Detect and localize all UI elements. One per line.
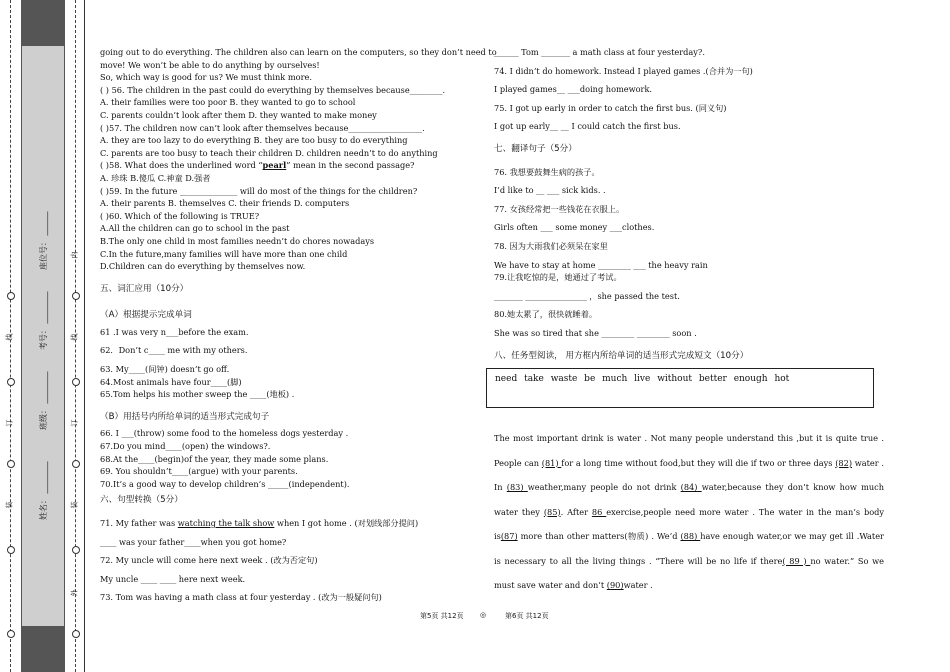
answer-77: Girls often ___ some money ___clothes. bbox=[494, 222, 655, 233]
cut-mark: 装 bbox=[70, 501, 79, 509]
question-70: 70.It’s a good way to develop children’s _____(independent). bbox=[100, 478, 350, 489]
blank-87: (87) bbox=[500, 531, 518, 542]
section-8-heading: 八、任务型阅读， 用方框内所给单词的适当形式完成短文（10分） bbox=[494, 350, 749, 361]
binding-hole bbox=[7, 378, 15, 386]
blank-81: (81) bbox=[541, 457, 562, 468]
binding-hole bbox=[7, 546, 15, 554]
section-5-heading: 五、词汇应用（10分） bbox=[100, 283, 189, 294]
question-67: 67.Do you mind____(open) the windows?. bbox=[100, 441, 271, 452]
option-line: B.The only one child in most families needn’t do chores nowadays bbox=[100, 235, 375, 246]
blank-90: (90) bbox=[606, 580, 624, 591]
blank-89: ( 89 ) bbox=[782, 555, 811, 566]
question-80: 80.她太累了，很快就睡着。 bbox=[494, 309, 598, 320]
question-56: ( ) 56. The children in the past could do everything by themselves because________. bbox=[100, 84, 446, 95]
reading-passage bbox=[494, 426, 884, 598]
passage-text: The most important drink is water . Not many people understand this ,but it is quite true . People can (81) for a long time without food,but they will die if two or three days (82) water . In (83) weather,many people do not drink (84) water,because they don’t know how much water they (85). After 86 exercise,people need more water . The water in the man’s body is(87) more than other matters(物质) . We’d (88) have enough water,or we may get ill .Water is necessary to all the living things . “There will be no life if there( 89 ) no water.” So we must save water and don’t (90)water . bbox=[494, 433, 884, 591]
question-78: 78. 因为大雨我们必须呆在家里 bbox=[494, 240, 608, 251]
answer-74: I played games__ ___doing homework. bbox=[494, 84, 653, 95]
question-58: ( )58. What does the underlined word “pearl” mean in the second passage? bbox=[100, 160, 415, 171]
name-label: 姓名： ________ bbox=[39, 461, 48, 520]
word-box-words: need take waste be much live without better enough hot bbox=[495, 374, 790, 385]
answer-71: ____ was your father____when you got home? bbox=[100, 536, 287, 547]
question-69: 69. You shouldn’t____(argue) with your parents. bbox=[100, 466, 298, 477]
answer-76: I’d like to __ ___ sick kids. . bbox=[494, 185, 606, 196]
class-label: 班级： ________ bbox=[39, 371, 48, 430]
page-number-left: 第5页 共12页 bbox=[420, 612, 464, 620]
answer-78: We have to stay at home ________ ___ the heavy rain bbox=[494, 259, 708, 270]
question-71: 71. My father was watching the talk show when I got home . (对划线部分提问) bbox=[100, 518, 419, 528]
answer-79: _______ _______________ ，she passed the test. bbox=[494, 290, 680, 301]
section-5b-heading: （B）用括号内所给单词的适当形式完成句子 bbox=[100, 411, 270, 422]
option-line: A. their families were too poor B. they wanted to go to school bbox=[100, 97, 356, 108]
binding-margin bbox=[0, 0, 86, 672]
cut-mark: 线 bbox=[5, 333, 14, 341]
option-line: C.In the future,many families will have more than one child bbox=[100, 248, 348, 259]
question-73: 73. Tom was having a math class at four yesterday . (改为一般疑问句) bbox=[100, 592, 382, 603]
footer-mark: ◎ bbox=[480, 611, 487, 619]
question-59: ( )59. In the future ______________ will do most of the things for the children? bbox=[100, 185, 418, 196]
margin-rule bbox=[84, 0, 85, 672]
page-number-right: 第6页 共12页 bbox=[505, 612, 549, 620]
exam-no-label: 考号： ________ bbox=[39, 291, 48, 350]
option-line: D.Children can do everything by themselves now. bbox=[100, 261, 306, 272]
answer-73: ______ Tom _______ a math class at four yesterday?. bbox=[494, 47, 705, 57]
question-77: 77. 女孩经常把一些钱花在衣服上。 bbox=[494, 203, 625, 214]
section-5a-heading: （A）根据提示完成单词 bbox=[100, 310, 192, 321]
section-7-heading: 七、翻译句子（5分） bbox=[494, 143, 577, 154]
answer-80: She was so tired that she ________ ________ soon . bbox=[494, 327, 697, 338]
text-line: going out to do everything. The children also can learn on the computers, so they don’t need to bbox=[100, 47, 497, 57]
binding-hole bbox=[72, 292, 80, 300]
section-6-heading: 六、句型转换（5分） bbox=[100, 495, 183, 506]
question-61: 61 .I was very n___before the exam. bbox=[100, 326, 249, 337]
question-72: 72. My uncle will come here next week . (改为否定句) bbox=[100, 555, 318, 566]
text-line: move! We won’t be able to do anything by ourselves! bbox=[100, 59, 320, 70]
question-60: ( )60. Which of the following is TRUE? bbox=[100, 210, 260, 221]
option-line: C. parents are too busy to teach their children D. children needn’t to do anything bbox=[100, 147, 438, 158]
question-64: 64.Most animals have four____(脚) bbox=[100, 376, 242, 387]
binding-hole bbox=[72, 546, 80, 554]
text-line: So, which way is good for us? We must think more. bbox=[100, 72, 312, 83]
right-column bbox=[494, 46, 884, 598]
cut-mark: 装 bbox=[5, 501, 14, 509]
binding-hole bbox=[7, 460, 15, 468]
blank-84: (84) bbox=[680, 482, 702, 493]
cut-mark: 线 bbox=[70, 333, 79, 341]
blank-88: (88) bbox=[680, 531, 701, 542]
binding-hole bbox=[72, 630, 80, 638]
option-line: C. parents couldn’t look after them D. they wanted to make money bbox=[100, 109, 377, 120]
question-79: 79.让我吃惊的是，她通过了考试。 bbox=[494, 272, 622, 283]
binding-hole bbox=[72, 378, 80, 386]
question-68: 68.At the____(begin)of the year, they made some plans. bbox=[100, 453, 329, 464]
option-line: A. they are too lazy to do everything B. they are too busy to do everything bbox=[100, 135, 408, 146]
cut-mark: 内 bbox=[70, 251, 79, 259]
question-63: 63. My____(间钟) doesn’t go off. bbox=[100, 364, 230, 375]
seat-label: 座位号： ______ bbox=[39, 211, 48, 270]
question-62: 62．Don’t c____ me with my others. bbox=[100, 345, 248, 356]
cut-mark: 外 bbox=[70, 589, 79, 597]
cut-mark: 订 bbox=[5, 419, 14, 427]
sidebar-bottom-block bbox=[22, 626, 64, 672]
answer-72: My uncle ____ ____ here next week. bbox=[100, 573, 246, 584]
blank-85: (85) bbox=[543, 506, 561, 517]
left-column bbox=[100, 46, 497, 604]
question-66: 66. I ___(throw) some food to the homeless dogs yesterday . bbox=[100, 428, 349, 439]
blank-82: (82) bbox=[835, 457, 853, 468]
cut-mark: 订 bbox=[70, 419, 79, 427]
word-box bbox=[486, 368, 874, 408]
answer-75: I got up early__ __ I could catch the first bus. bbox=[494, 121, 681, 132]
question-65: 65.Tom helps his mother sweep the ____(地板) . bbox=[100, 389, 295, 400]
sidebar-top-block bbox=[22, 0, 64, 46]
option-line: A. their parents B. themselves C. their friends D. computers bbox=[100, 198, 350, 209]
option-line: A.All the children can go to school in the past bbox=[100, 223, 290, 234]
blank-83: (83) bbox=[506, 482, 528, 493]
binding-hole bbox=[7, 630, 15, 638]
question-75: 75. I got up early in order to catch the first bus. (同义句) bbox=[494, 102, 727, 113]
question-74: 74. I didn’t do homework. Instead I played games .(合并为一句) bbox=[494, 65, 753, 76]
binding-hole bbox=[7, 292, 15, 300]
option-line: A. 珍珠 B.傻瓜 C.神童 D.强者 bbox=[100, 172, 211, 183]
underlined-phrase: watching the talk show bbox=[177, 518, 275, 528]
question-76: 76. 我想要鼓舞生病的孩子。 bbox=[494, 166, 600, 177]
question-57: ( )57. The children now can’t look after themselves because__________________. bbox=[100, 122, 425, 133]
binding-hole bbox=[72, 460, 80, 468]
blank-86: 86 bbox=[591, 506, 607, 517]
underlined-word: pearl bbox=[262, 160, 287, 171]
